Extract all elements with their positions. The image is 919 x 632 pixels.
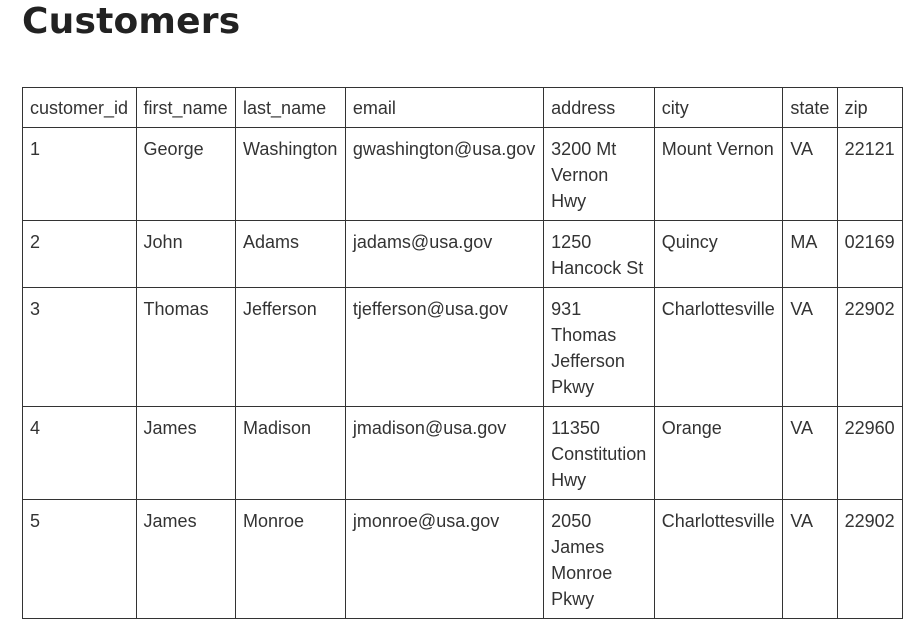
cell-last-name: Adams: [236, 221, 346, 288]
table-row: [23, 407, 903, 500]
cell-address: 2050 James Monroe Pkwy: [544, 500, 655, 619]
table-row: [23, 500, 903, 619]
cell-zip: 22902: [837, 500, 902, 619]
cell-email: tjefferson@usa.gov: [345, 288, 543, 407]
column-header-city: city: [654, 88, 783, 128]
cell-customer-id: 5: [23, 500, 137, 619]
cell-state: VA: [783, 407, 837, 500]
cell-first-name: James: [136, 407, 235, 500]
cell-email: jmadison@usa.gov: [345, 407, 543, 500]
column-header-customer-id: customer_id: [23, 88, 137, 128]
cell-last-name: Monroe: [236, 500, 346, 619]
cell-first-name: John: [136, 221, 235, 288]
cell-email: gwashington@usa.gov: [345, 128, 543, 221]
column-header-email: email: [345, 88, 543, 128]
cell-customer-id: 3: [23, 288, 137, 407]
column-header-state: state: [783, 88, 837, 128]
cell-customer-id: 1: [23, 128, 137, 221]
column-header-address: address: [544, 88, 655, 128]
cell-last-name: Washington: [236, 128, 346, 221]
cell-customer-id: 2: [23, 221, 137, 288]
cell-address: 1250 Hancock St: [544, 221, 655, 288]
cell-address: 931 Thomas Jefferson Pkwy: [544, 288, 655, 407]
cell-city: Charlottesville: [654, 288, 783, 407]
cell-customer-id: 4: [23, 407, 137, 500]
cell-email: jmonroe@usa.gov: [345, 500, 543, 619]
cell-city: Orange: [654, 407, 783, 500]
cell-zip: 22902: [837, 288, 902, 407]
customers-table: [22, 87, 903, 619]
cell-first-name: George: [136, 128, 235, 221]
cell-last-name: Madison: [236, 407, 346, 500]
cell-zip: 22121: [837, 128, 902, 221]
cell-city: Quincy: [654, 221, 783, 288]
cell-state: VA: [783, 128, 837, 221]
cell-zip: 22960: [837, 407, 902, 500]
cell-email: jadams@usa.gov: [345, 221, 543, 288]
cell-state: VA: [783, 288, 837, 407]
cell-first-name: Thomas: [136, 288, 235, 407]
cell-state: MA: [783, 221, 837, 288]
cell-zip: 02169: [837, 221, 902, 288]
column-header-first-name: first_name: [136, 88, 235, 128]
table-header-row: [23, 88, 903, 128]
page-title: Customers: [22, 1, 241, 42]
cell-first-name: James: [136, 500, 235, 619]
cell-address: 11350 Constitution Hwy: [544, 407, 655, 500]
cell-city: Charlottesville: [654, 500, 783, 619]
column-header-last-name: last_name: [236, 88, 346, 128]
table-row: [23, 288, 903, 407]
table-row: [23, 128, 903, 221]
table-row: [23, 221, 903, 288]
cell-city: Mount Vernon: [654, 128, 783, 221]
cell-state: VA: [783, 500, 837, 619]
cell-last-name: Jefferson: [236, 288, 346, 407]
cell-address: 3200 Mt Vernon Hwy: [544, 128, 655, 221]
column-header-zip: zip: [837, 88, 902, 128]
